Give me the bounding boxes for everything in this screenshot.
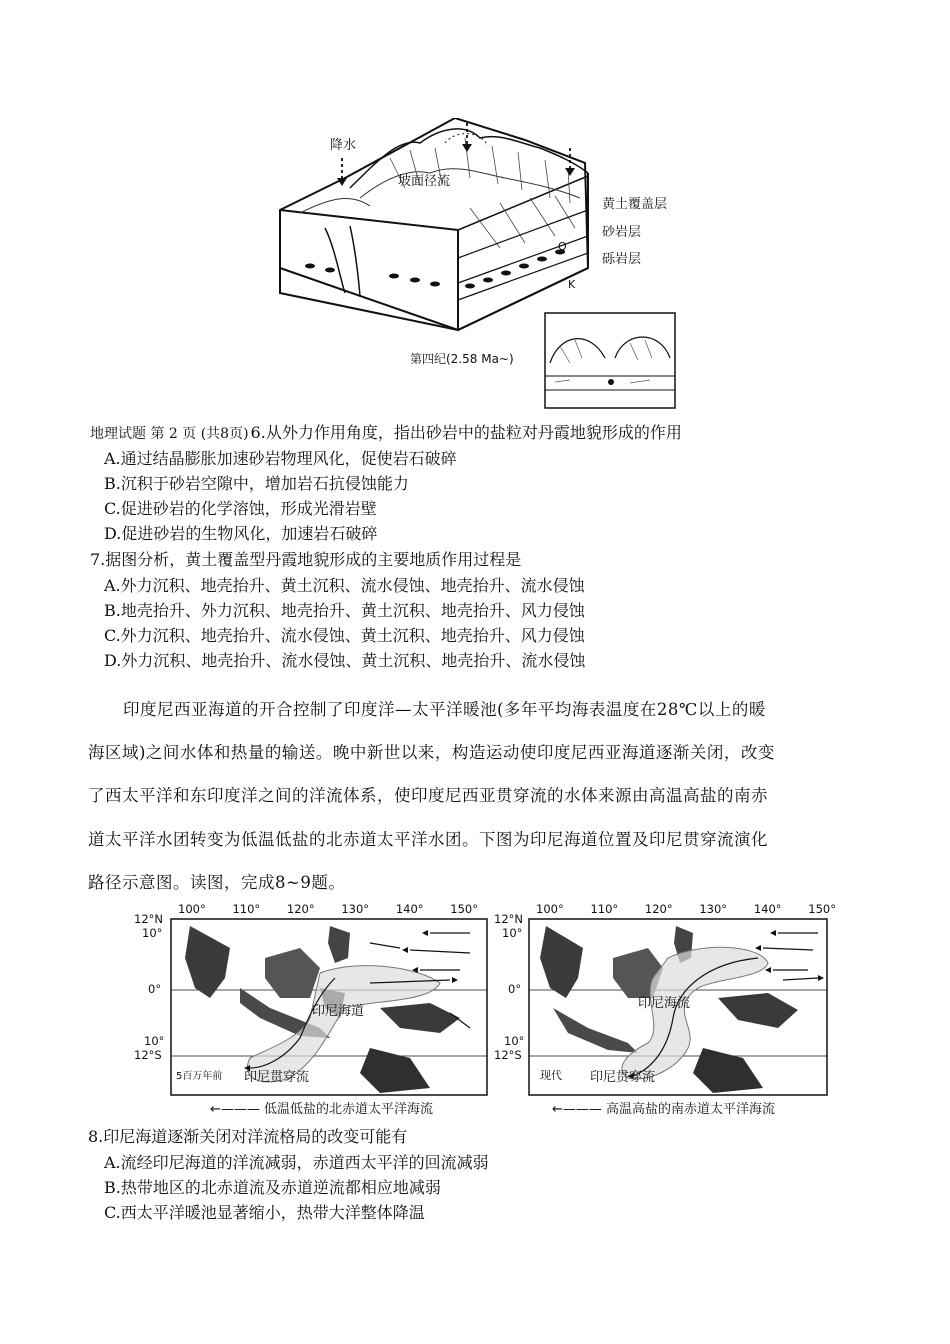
page-footer-header: 地理试题 第 2 页 (共8页) [90, 426, 249, 442]
passage-line-5: 路径示意图。读图，完成8~9题。 [88, 873, 346, 892]
lon-tick: 140° [395, 902, 424, 916]
label-k: K [568, 278, 576, 291]
lon-tick: 130° [341, 902, 370, 916]
label-quaternary: 第四纪(2.58 Ma~) [410, 352, 514, 366]
map-left-strait-label: 印尼海道 [312, 1004, 365, 1019]
label-runoff: 坡面径流 [398, 174, 451, 189]
q7-option-b[interactable]: B.地壳抬升、外力沉积、地壳抬升、黄土沉积、地壳抬升、风力侵蚀 [104, 601, 585, 620]
q7-option-d[interactable]: D.外力沉积、地壳抬升、流水侵蚀、黄土沉积、地壳抬升、流水侵蚀 [104, 651, 586, 670]
map-right-caption-text: 高温高盐的南赤道太平洋海流 [606, 1102, 776, 1117]
lon-tick: 150° [808, 902, 836, 916]
map-left-flow-label: 印尼贯穿流 [244, 1070, 310, 1085]
lon-tick: 150° [450, 902, 478, 916]
lon-tick: 110° [232, 902, 261, 916]
map-right-flow-label: 印尼贯穿流 [590, 1070, 656, 1085]
label-loess: 黄土覆盖层 [602, 197, 668, 212]
label-conglomerate: 砾岩层 [602, 252, 642, 267]
q8-stem: 8.印尼海道逐渐关闭对洋流格局的改变可能有 [88, 1127, 408, 1146]
lat-tick-12n: 12°N [494, 912, 523, 926]
lat-tick-12s: 12°S [494, 1048, 522, 1062]
lon-tick: 120° [286, 902, 315, 916]
q6-option-d[interactable]: D.促进砂岩的生物风化，加速岩石破碎 [104, 524, 378, 543]
lon-tick: 130° [699, 902, 728, 916]
passage-line-1: 印度尼西亚海道的开合控制了印度洋—太平洋暖池(多年平均海表温度在28℃以上的暖 [123, 700, 766, 719]
lon-tick: 120° [644, 902, 673, 916]
map-right-strait-label: 印尼海流 [638, 996, 691, 1011]
q6-stem: 6.从外力作用角度，指出砂岩中的盐粒对丹霞地貌形成的作用 [250, 423, 682, 442]
danxia-block-diagram [270, 118, 710, 413]
q6-option-a[interactable]: A.通过结晶膨胀加速砂岩物理风化，促使岩石破碎 [104, 449, 457, 468]
lon-tick: 100° [178, 902, 206, 916]
q6-option-c[interactable]: C.促进砂岩的化学溶蚀，形成光滑岩壁 [104, 499, 377, 518]
lon-tick: 140° [753, 902, 782, 916]
map-left-caption [210, 1098, 433, 1117]
lat-tick-10n: 10° [502, 926, 523, 940]
q6-line [90, 421, 682, 446]
lat-tick-0: 0° [508, 982, 522, 996]
q8-option-a[interactable]: A.流经印尼海道的洋流减弱，赤道西太平洋的回流减弱 [104, 1153, 489, 1172]
passage-line-3: 了西太平洋和东印度洋之间的洋流体系，使印度尼西亚贯穿流的水体来源由高温高盐的南赤 [88, 786, 768, 805]
lat-tick-10s: 10° [144, 1034, 165, 1048]
lat-tick-10s: 10° [504, 1034, 525, 1048]
arrow-left-icon: ←——— [552, 1102, 602, 1117]
lat-tick-10n: 10° [142, 926, 163, 940]
map-left [130, 900, 490, 1120]
q7-option-c[interactable]: C.外力沉积、地壳抬升、流水侵蚀、黄土沉积、地壳抬升、风力侵蚀 [104, 626, 585, 645]
label-q: Q [558, 240, 567, 253]
label-sandstone: 砂岩层 [602, 225, 642, 240]
map-left-caption-text: 低温低盐的北赤道太平洋海流 [264, 1102, 434, 1117]
lat-tick-0: 0° [148, 982, 162, 996]
passage-line-2: 海区域)之间水体和热量的输送。晚中新世以来，构造运动使印度尼西亚海道逐渐关闭，改变 [88, 743, 775, 762]
map-right-period: 现代 [540, 1069, 562, 1082]
q7-option-a[interactable]: A.外力沉积、地壳抬升、黄土沉积、流水侵蚀、地壳抬升、流水侵蚀 [104, 576, 585, 595]
lon-tick: 100° [536, 902, 564, 916]
lat-tick-12n: 12°N [134, 912, 163, 926]
arrow-left-icon: ←——— [210, 1102, 260, 1117]
map-left-lon-ticks [178, 902, 478, 916]
q8-option-c[interactable]: C.西太平洋暖池显著缩小，热带大洋整体降温 [104, 1203, 425, 1222]
q6-option-b[interactable]: B.沉积于砂岩空隙中，增加岩石抗侵蚀能力 [104, 474, 409, 493]
label-precipitation: 降水 [330, 138, 357, 153]
q8-option-b[interactable]: B.热带地区的北赤道流及赤道逆流都相应地减弱 [104, 1178, 441, 1197]
danxia-diagram-svg [270, 118, 710, 413]
map-right-lon-ticks [536, 902, 836, 916]
passage-line-4: 道太平洋水团转变为低温低盐的北赤道太平洋水团。下图为印尼海道位置及印尼贯穿流演化 [88, 830, 768, 849]
lat-tick-12s: 12°S [134, 1048, 162, 1062]
map-right-caption [552, 1098, 775, 1117]
q7-stem: 7.据图分析，黄土覆盖型丹霞地貌形成的主要地质作用过程是 [90, 550, 522, 569]
map-right [490, 900, 850, 1120]
lon-tick: 110° [590, 902, 619, 916]
map-left-period: 5百万年前 [176, 1071, 223, 1082]
